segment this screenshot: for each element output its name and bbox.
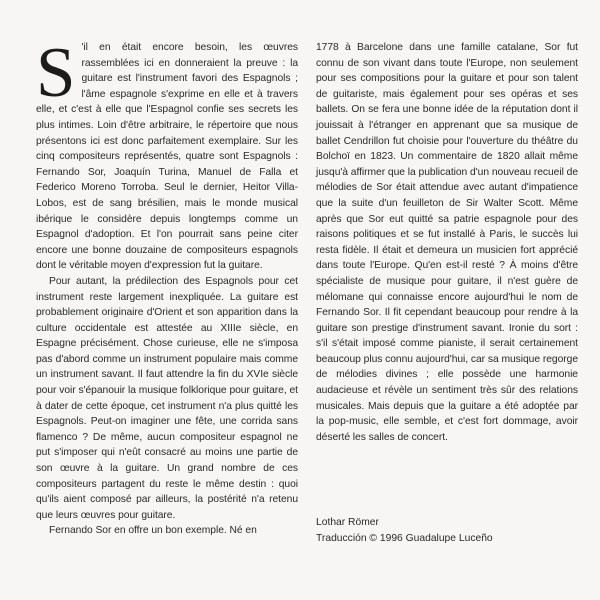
drop-cap: S xyxy=(36,34,76,112)
paragraph-3: Fernando Sor en offre un bon exemple. Né en xyxy=(49,525,257,537)
right-column xyxy=(316,40,578,445)
paragraph-1 xyxy=(36,34,298,274)
translation-credit: Traducción © 1996 Guadalupe Luceño xyxy=(316,532,493,544)
paragraph-2: Pour autant, la prédilection des Espagnols pour cet instrument reste largement inexpliquée. La guitare est probablement originaire d'Orient et son apparition dans la culture occidentale est attestée au XIIIe siècle, en Espagne précisément. Chose curieuse, elle ne s'imposa pas d'abord comme un instrument populaire mais comme un instrument savant. Il faut attendre la fin du XVIe siècle pour voir s'épanouir la musique folklorique pour guitare, et à dater de cette époque, cet instrument n'a plus quitté les Espagnols. Peut-on imaginer une fête, une corrida sans flamenco ? De même, aucun compositeur espagnol ne put s'imposer qui n'eût consacré au moins une partie de son œuvre à la guitare. Un grand nombre de ces compositeurs partagent du reste le même destin : quoi qu'ils aient composé par ailleurs, la postérité n'a retenu que leurs œuvres pour guitare. xyxy=(36,275,298,521)
paragraph-4: 1778 à Barcelone dans une famille catalane, Sor fut connu de son vivant dans toute l'Europe, non seulement pour ses compositions pour la guitare et pour son talent de guitariste, mais également pour ses opéras et ses ballets. On se fera une bonne idée de la réputation dont il jouissait à l'étranger en apprenant que sa musique de ballet Cendrillon fut choisie pour l'ouverture du théâtre du Bolchoï en 1823. Un commentaire de 1820 allait même jusqu'à affirmer que la publication d'un nouveau recueil de mélodies de Sor était attendue avec autant d'impatience que la suite d'un feuilleton de Sir Walter Scott. Même après que Sor eut quitté sa patrie espagnole pour des raisons politiques et se fut installé à Paris, le succès lui resta fidèle. Il était et demeura un musicien fort apprécié dans toute l'Europe. Qu'en est-il resté ? À moins d'être spécialiste de musique pour guitare, il n'est guère de mélomane qui connaisse encore aujourd'hui le nom de Fernando Sor. Il fit cependant beaucoup pour rendre à la guitare son prestige d'instrument savant. Ironie du sort : s'il s'était imposé comme pianiste, il serait certainement beaucoup plus connu aujourd'hui, car sa musique regorge de mélodies divines ; elle possède une harmonie audacieuse et révèle un sentiment très sûr des relations musicales. Mais depuis que la guitare a été adoptée par la pop-music, elle semble, et c'est fort dommage, avoir déserté les salles de concert. xyxy=(316,42,578,443)
signature-block xyxy=(316,515,578,546)
left-column xyxy=(36,34,298,539)
author-name: Lothar Römer xyxy=(316,517,379,528)
paragraph-1-text: 'il en était encore besoin, les œuvres rassemblées ici en donneraient la preuve : la guitare est l'instrument favori des Espagnols ; l'âme espagnole s'exprime en elle et à travers elle, et c'est à elle que l'Espagnol confie ses secrets les plus intimes. Loin d'être arbitraire, le répertoire que nous présentons ici est donc parfaitement exemplaire. Sur les cinq compositeurs représentés, quatre sont Espagnols : Fernando Sor, Joaquín Turina, Manuel de Falla et Federico Moreno Torroba. Seul le dernier, Heitor Villa-Lobos, est de sang brésilien, mais le monde musical ibérique le considère depuis longtemps comme un Espagnol d'adoption. Et l'on pourrait sans peine citer encore une bonne douzaine de compositeurs espagnols dont le véritable moyen d'expression fut la guitare. xyxy=(36,42,298,272)
